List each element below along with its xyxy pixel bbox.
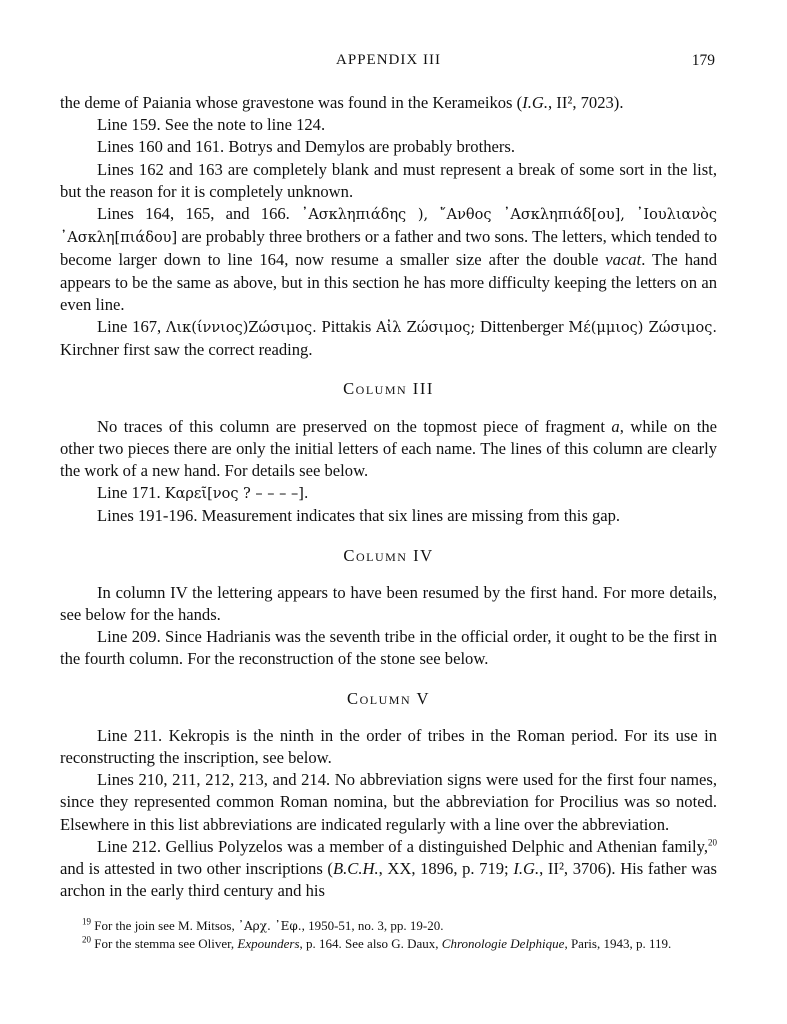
footnote-ref-20: 20 [708,837,717,848]
note-line-159: Line 159. See the note to line 124. [97,115,326,135]
footnote-19: $^{19}$ For the join see M. Mitsos, ᾿Αρχ. ᾿Εφ., 1950-51, no. 3, pp. 19-20. [82,916,444,933]
greek-name-2: ῎Ανθος ᾿Ασκληπιάδ[ου], [439,207,625,224]
note-lines-210-214: Lines 210, 211, 212, 213, and 214. No abbreviation signs were used for the first four names, since they represented common Roman nomina, but the abbreviation for Procilius was so noted. Elsewhere in this list abbreviations are indicated regularly with a line over the abbreviation. [60,770,717,834]
body-text [60,92,717,903]
col3-paragraph-1: No traces of this column are preserved on the topmost piece of fragment a, while on the other two pieces there are only the initial letters of each name. The lines of this column are clearly the work of a new hand. For details see below. [60,416,717,481]
greek-name-3: ᾿Ιουλιανὸς ᾿Ασκλη[πιάδου] [60,207,718,247]
section-heading-column-3: Column III [343,379,434,399]
page [60,52,717,952]
running-title: APPENDIX III [336,52,441,68]
footnote-20: $^{20}$ For the stemma see Oliver, Expounders, p. 164. See also G. Daux, Chronologie Delphique, Paris, 1943, p. 119. [82,934,672,951]
note-lines-164-166: Lines 164, 165, and 166. ᾿Ασκληπιάδης ), ῎Ανθος ᾿Ασκληπιάδ[ου], ᾿Ιουλιανὸς ᾿Ασκλη[πιάδου] are probably three brothers or a father and two sons. The letters, which tended to become larger down to line 164, now resume a smaller size after the double vacat. The hand appears to be the same as above, but in this section he has more difficulty keeping the letters on an even line. [60,204,718,314]
note-line-209: Line 209. Since Hadrianis was the seventh tribe in the official order, it ought to be the first in the fourth column. For the reconstruction of the stone see below. [60,627,717,669]
section-heading-column-5: Column V [347,688,430,708]
running-header [60,52,717,74]
greek-name-1: ᾿Ασκληπιάδης ), [301,207,429,224]
note-line-212: Line 212. Gellius Polyzelos was a member of a distinguished Delphic and Athenian family,$^{20}$ and is attested in two other inscriptions (B.C.H., XX, 1896, p. 719; I.G., II², 3706). His father was archon in the early third century and his [60,836,717,901]
note-lines-162-163: Lines 162 and 163 are completely blank and must represent a break of some sort in the list, but the reason for it is completely unknown. [60,159,717,201]
note-line-167: Line 167, Λικ(ίννιος)Ζώσιμος. Pittakis Αἰλ Ζώσιμος; Dittenberger Μέ(μμιος) Ζώσιμος. Kirchner first saw the correct reading. [60,317,718,360]
page-number: 179 [691,52,715,69]
note-lines-160-161: Lines 160 and 161. Botrys and Demylos are probably brothers. [97,137,515,157]
paragraph-continued: the deme of Paiania whose gravestone was found in the Kerameikos (I.G., II², 7023). [60,93,624,112]
note-lines-191-196: Lines 191-196. Measurement indicates that six lines are missing from this gap. [97,506,621,526]
note-line-171: Line 171. Καρεῖ[νος ? – – – –]. [97,483,309,503]
section-heading-column-4: Column IV [343,545,434,565]
footnotes [60,917,717,953]
col4-paragraph-1: In column IV the lettering appears to have been resumed by the first hand. For more details, see below for the hands. [60,582,717,625]
note-line-211: Line 211. Kekropis is the ninth in the order of tribes in the Roman period. For its use in reconstructing the inscription, see below. [60,725,717,768]
